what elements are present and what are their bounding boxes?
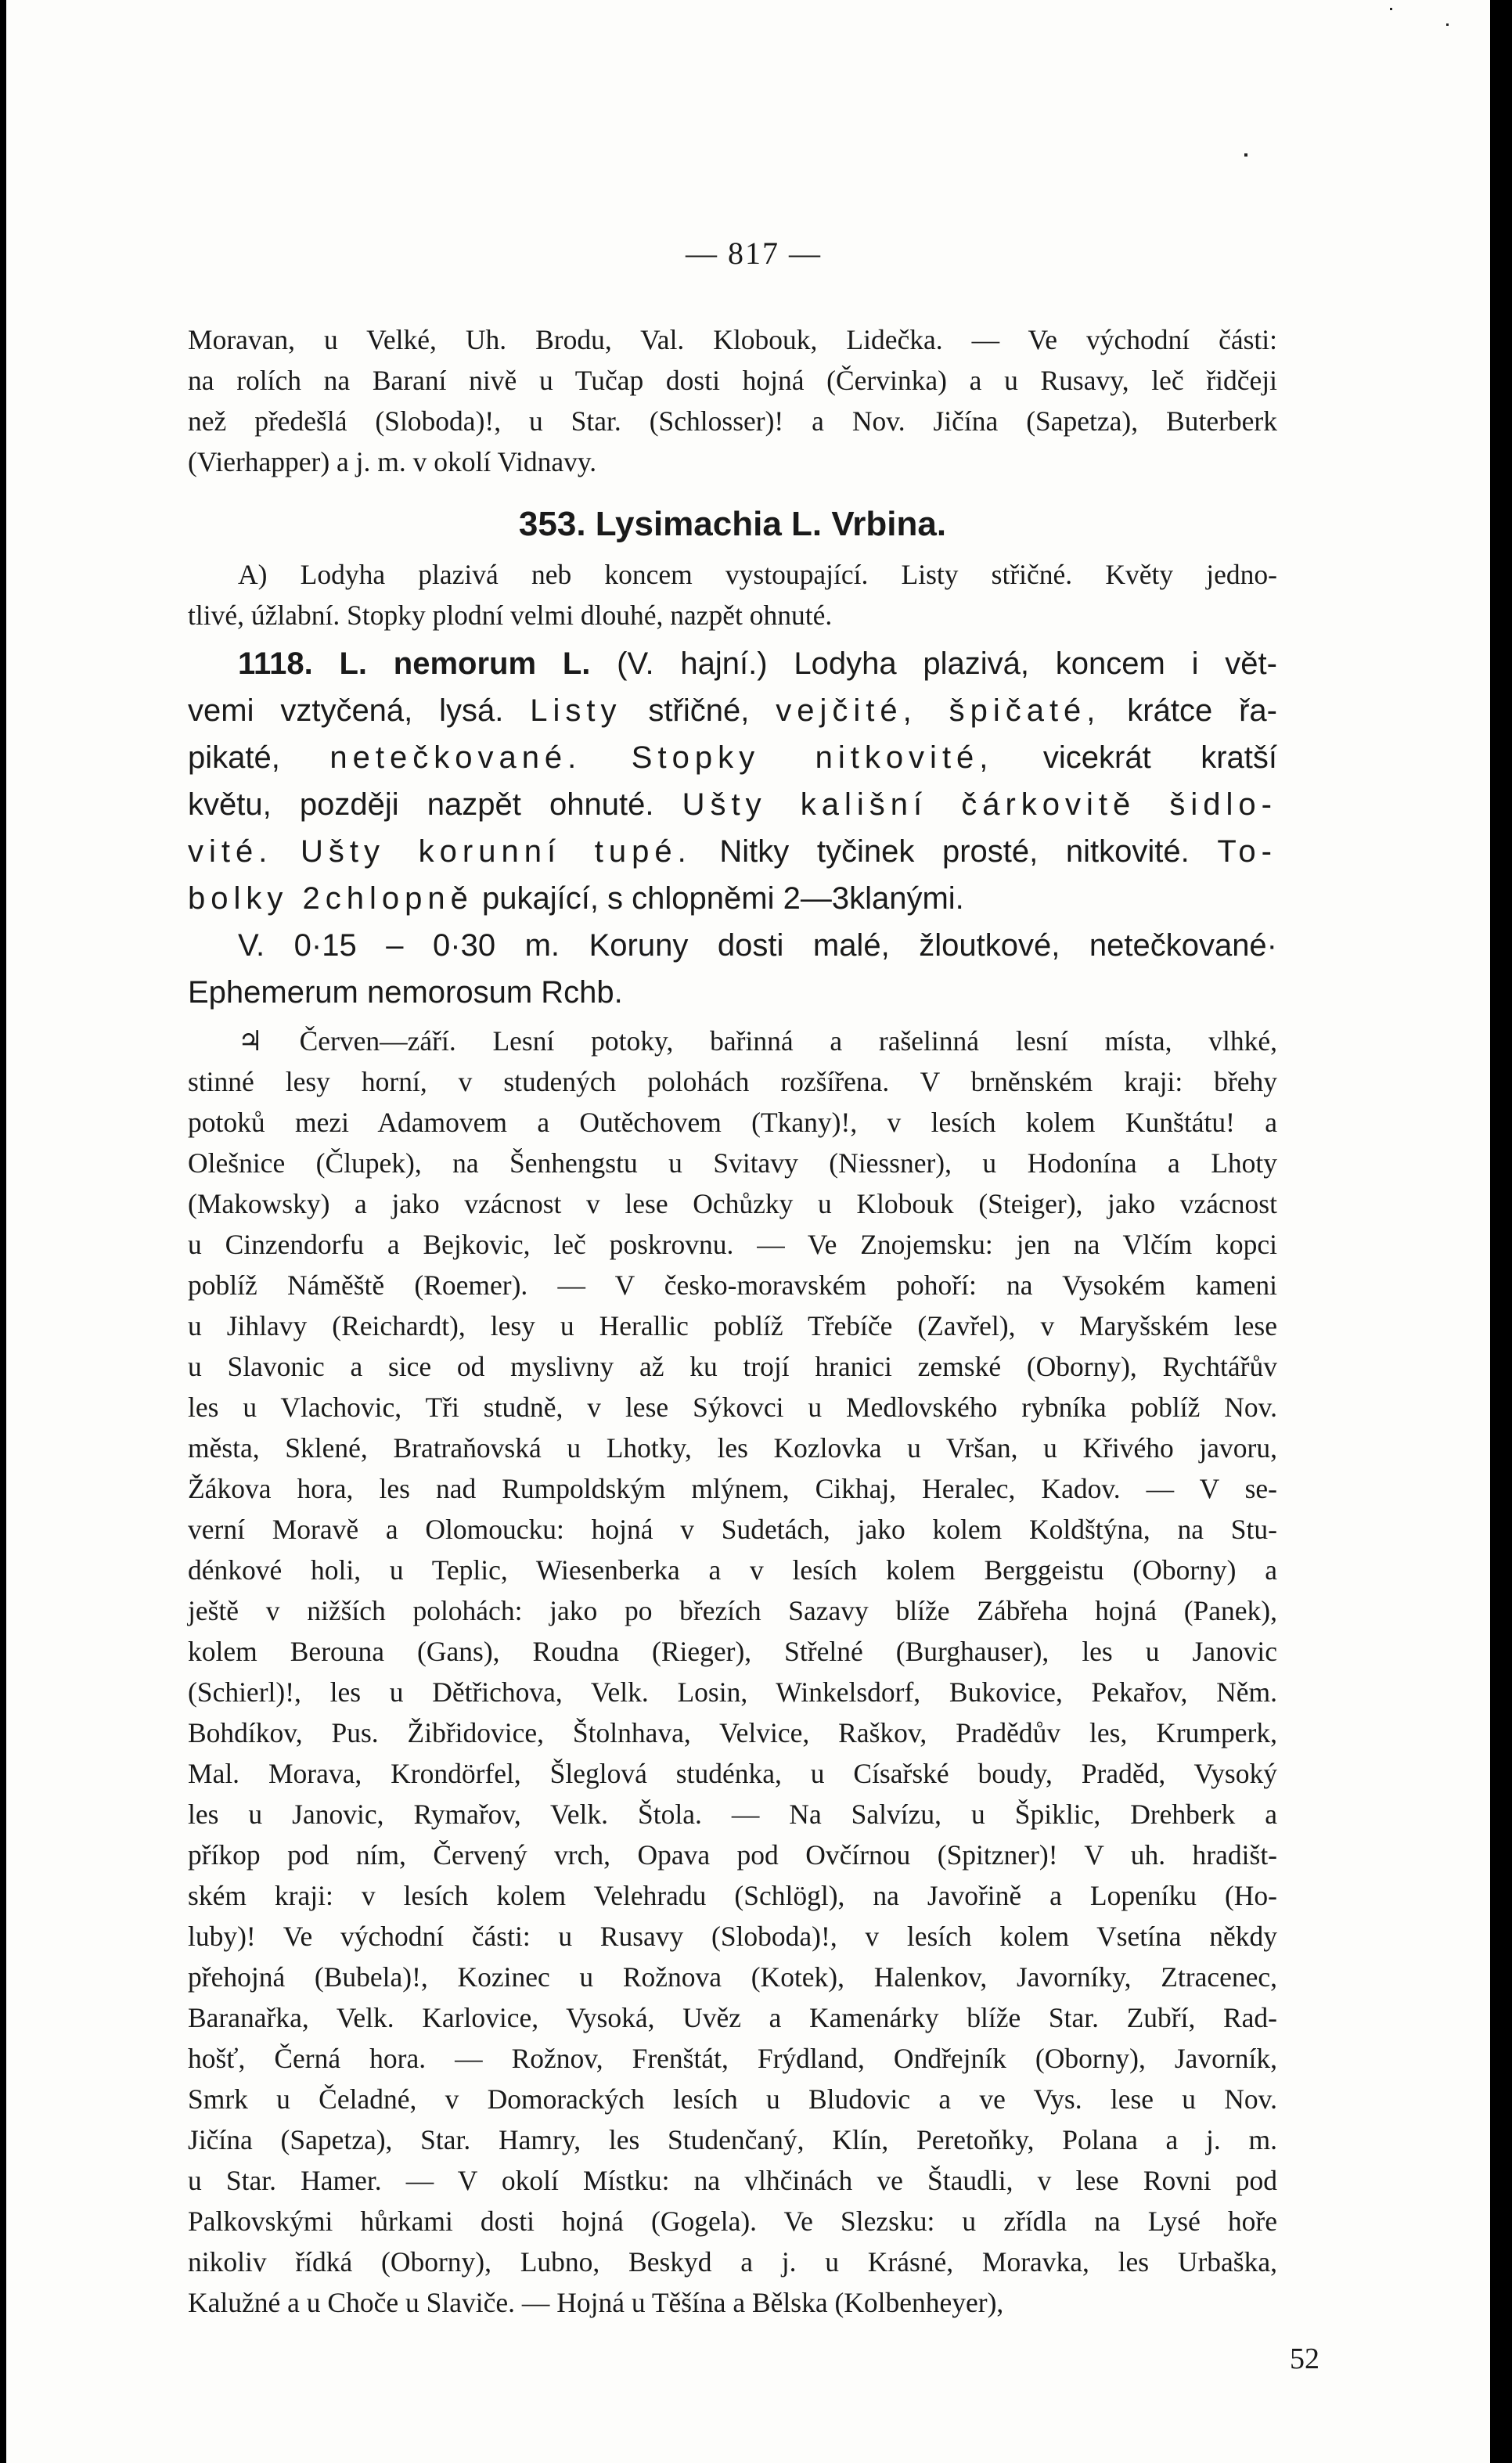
text-line: les u Vlachovic, Tři studně, v lese Sýkovci u Medlovského rybníka poblíž Nov.: [188, 1392, 1277, 1423]
species-name: 1118. L. nemorum L.: [238, 646, 591, 681]
text-line: A) Lodyha plazivá neb koncem vystoupající. Listy střičné. Květy jedno-: [238, 559, 1277, 590]
text-run: krátce řa-: [1100, 693, 1277, 728]
text-line: ském kraji: v lesích kolem Velehradu (Schlögl), na Javořině a Lopeníku (Ho-: [188, 1880, 1277, 1911]
species-size-synonym: [188, 922, 1277, 1016]
text-line: Smrk u Čeladné, v Domorackých lesích u Bludovic a ve Vys. lese u Nov.: [188, 2083, 1277, 2115]
text-run: květu, později nazpět ohnuté.: [188, 787, 682, 822]
text-line: [188, 828, 1277, 875]
text-run: pukající, s chlopněmi 2—3klanými.: [473, 881, 964, 916]
text-line: stinné lesy horní, v studených polohách rozšířena. V brněnském kraji: břehy: [188, 1066, 1277, 1097]
scan-speck: [1244, 153, 1247, 157]
text-run: střičné,: [621, 693, 776, 728]
text-line: u Slavonic a sice od myslivny až ku trojí hranici zemské (Oborny), Rychtářův: [188, 1351, 1277, 1382]
text-line: poblíž Náměště (Roemer). — V česko-moravském pohoří: na Vysokém kameni: [188, 1269, 1277, 1301]
text-line: verní Moravě a Olomoucku: hojná v Sudetách, jako kolem Koldštýna, na Stu-: [188, 1514, 1277, 1545]
text-run: vemi vztyčená, lysá.: [188, 693, 531, 728]
text-run: pikaté,: [188, 740, 330, 775]
scan-edge: [1490, 0, 1501, 2463]
text-line: [188, 781, 1277, 828]
text-line: ještě v nižších polohách: jako po březích Sazavy blíže Zábřeha hojná (Panek),: [188, 1595, 1277, 1626]
text-line: Olešnice (Člupek), na Šenhengstu u Svitavy (Niessner), u Hodonína a Lhoty: [188, 1147, 1277, 1179]
text-run: [581, 740, 632, 775]
text-line: Bohdíkov, Pus. Žibřidovice, Štolnhava, Velvice, Raškov, Pradědův les, Krumperk,: [188, 1717, 1277, 1748]
text-line: tlivé, úžlabní. Stopky plodní velmi dlouhé, nazpět ohnuté.: [188, 600, 833, 631]
text-line: Jičína (Sapetza), Star. Hamry, les Studenčaný, Klín, Peretoňky, Polana a j. m.: [188, 2124, 1277, 2155]
spaced-text: netečkované.: [329, 740, 582, 775]
spaced-text: To-: [1217, 834, 1277, 869]
text-line: luby)! Ve východní části: u Rusavy (Sloboda)!, v lesích kolem Vsetína někdy: [188, 1921, 1277, 1952]
text-line: potoků mezi Adamovem a Outěchovem (Tkany)!, v lesích kolem Kunštátu! a: [188, 1107, 1277, 1138]
text-line: přehojná (Bubela)!, Kozinec u Rožnova (Kotek), Halenkov, Javorníky, Ztracenec,: [188, 1961, 1277, 1993]
text-line: V. 0·15 – 0·30 m. Koruny dosti malé, žloutkové, netečkované·: [238, 928, 1277, 963]
text-run: [272, 834, 301, 869]
text-run: Nitky tyčinek prosté, nitkovité.: [691, 834, 1218, 869]
species-description: [188, 640, 1277, 922]
signature-mark: 52: [1290, 2342, 1319, 2375]
text-line: [188, 734, 1277, 781]
spaced-text: vejčité, špičaté,: [776, 693, 1101, 728]
text-line: (Makowsky) a jako vzácnost v lese Ochůzky u Klobouk (Steiger), jako vzácnost: [188, 1188, 1277, 1219]
spaced-text: Stopky nitkovité,: [631, 740, 994, 775]
text-line: města, Sklené, Bratraňovská u Lhotky, les Kozlovka u Vršan, u Křivého javoru,: [188, 1432, 1277, 1464]
spaced-text: Ušty kališní čárkovitě šidlo-: [682, 787, 1278, 822]
text-line: Žákova hora, les nad Rumpoldským mlýnem, Cikhaj, Heralec, Kadov. — V se-: [188, 1473, 1277, 1504]
text-line: les u Janovic, Rymařov, Velk. Štola. — Na Salvízu, u Špiklic, Drehberk a: [188, 1799, 1277, 1830]
text-run: vicekrát kratší: [993, 740, 1277, 775]
spaced-text: vité.: [188, 834, 273, 869]
text-line: Moravan, u Velké, Uh. Brodu, Val. Klobouk, Lidečka. — Ve východní části:: [188, 324, 1277, 355]
text-line: (Vierhapper) a j. m. v okolí Vidnavy.: [188, 446, 597, 477]
text-line: ♃ Červen—září. Lesní potoky, bařinná a rašelinná lesní místa, vlhké,: [238, 1025, 1277, 1057]
text-line: Palkovskými hůrkami dosti hojná (Gogela). Ve Slezsku: u zřídla na Lysé hoře: [188, 2206, 1277, 2237]
text-line: než předešlá (Sloboda)!, u Star. (Schlosser)! a Nov. Jičína (Sapetza), Buterberk: [188, 405, 1277, 437]
text-line: kolem Berouna (Gans), Roudna (Rieger), Střelné (Burghauser), les u Janovic: [188, 1636, 1277, 1667]
page-text: [188, 319, 1277, 2323]
text-line: [188, 687, 1277, 734]
text-line: (Schierl)!, les u Dětřichova, Velk. Losin, Winkelsdorf, Bukovice, Pekařov, Něm.: [188, 1676, 1277, 1708]
scan-speck: [1390, 8, 1392, 10]
text-line: dénkové holi, u Teplic, Wiesenberka a v lesích kolem Berggeistu (Oborny) a: [188, 1554, 1277, 1586]
text-line: u Star. Hamer. — V okolí Místku: na vlhčinách ve Štaudli, v lese Rovni pod: [188, 2165, 1277, 2196]
distribution-paragraph: [188, 1021, 1277, 2323]
text-line: příkop pod ním, Červený vrch, Opava pod Ovčírnou (Spitzner)! V uh. hradišt-: [188, 1839, 1277, 1871]
text-line: na rolích na Baraní nivě u Tučap dosti hojná (Červinka) a u Rusavy, leč řidčeji: [188, 365, 1277, 396]
text-line: Ephemerum nemorosum Rchb.: [188, 975, 623, 1010]
text-line: Kalužné a u Choče u Slaviče. — Hojná u Těšína a Bělska (Kolbenheyer),: [188, 2287, 1004, 2318]
section-a-key: [188, 554, 1277, 636]
text-run: (V. hajní.) Lodyha plazivá, koncem i vět-: [590, 646, 1277, 681]
spaced-text: Listy: [530, 693, 622, 728]
spaced-text: bolky 2chlopně: [188, 881, 473, 916]
spaced-text: Ušty korunní tupé.: [301, 834, 692, 869]
intro-paragraph: [188, 319, 1277, 482]
text-line: nikoliv řídká (Oborny), Lubno, Beskyd a j. u Krásné, Moravka, les Urbaška,: [188, 2246, 1277, 2278]
page-number: — 817 —: [686, 236, 822, 271]
text-line: Baranařka, Velk. Karlovice, Vysoká, Uvěz a Kamenárky blíže Star. Zubří, Rad-: [188, 2002, 1277, 2033]
text-line: u Jihlavy (Reichardt), lesy u Herallic poblíž Třebíče (Zavřel), v Maryšském lese: [188, 1310, 1277, 1341]
text-line: Mal. Morava, Krondörfel, Šleglová studénka, u Císařské boudy, Praděd, Vysoký: [188, 1758, 1277, 1789]
text-line: u Cinzendorfu a Bejkovic, leč poskrovnu. — Ve Znojemsku: jen na Vlčím kopci: [188, 1229, 1277, 1260]
text-line: [188, 640, 1277, 687]
book-page: [6, 0, 1501, 2463]
text-line: hošť, Černá hora. — Rožnov, Frenštát, Frýdland, Ondřejník (Oborny), Javorník,: [188, 2043, 1277, 2074]
genus-heading: 353. Lysimachia L. Vrbina.: [518, 505, 947, 543]
text-line: [188, 875, 1277, 922]
scan-speck: [1446, 23, 1449, 26]
